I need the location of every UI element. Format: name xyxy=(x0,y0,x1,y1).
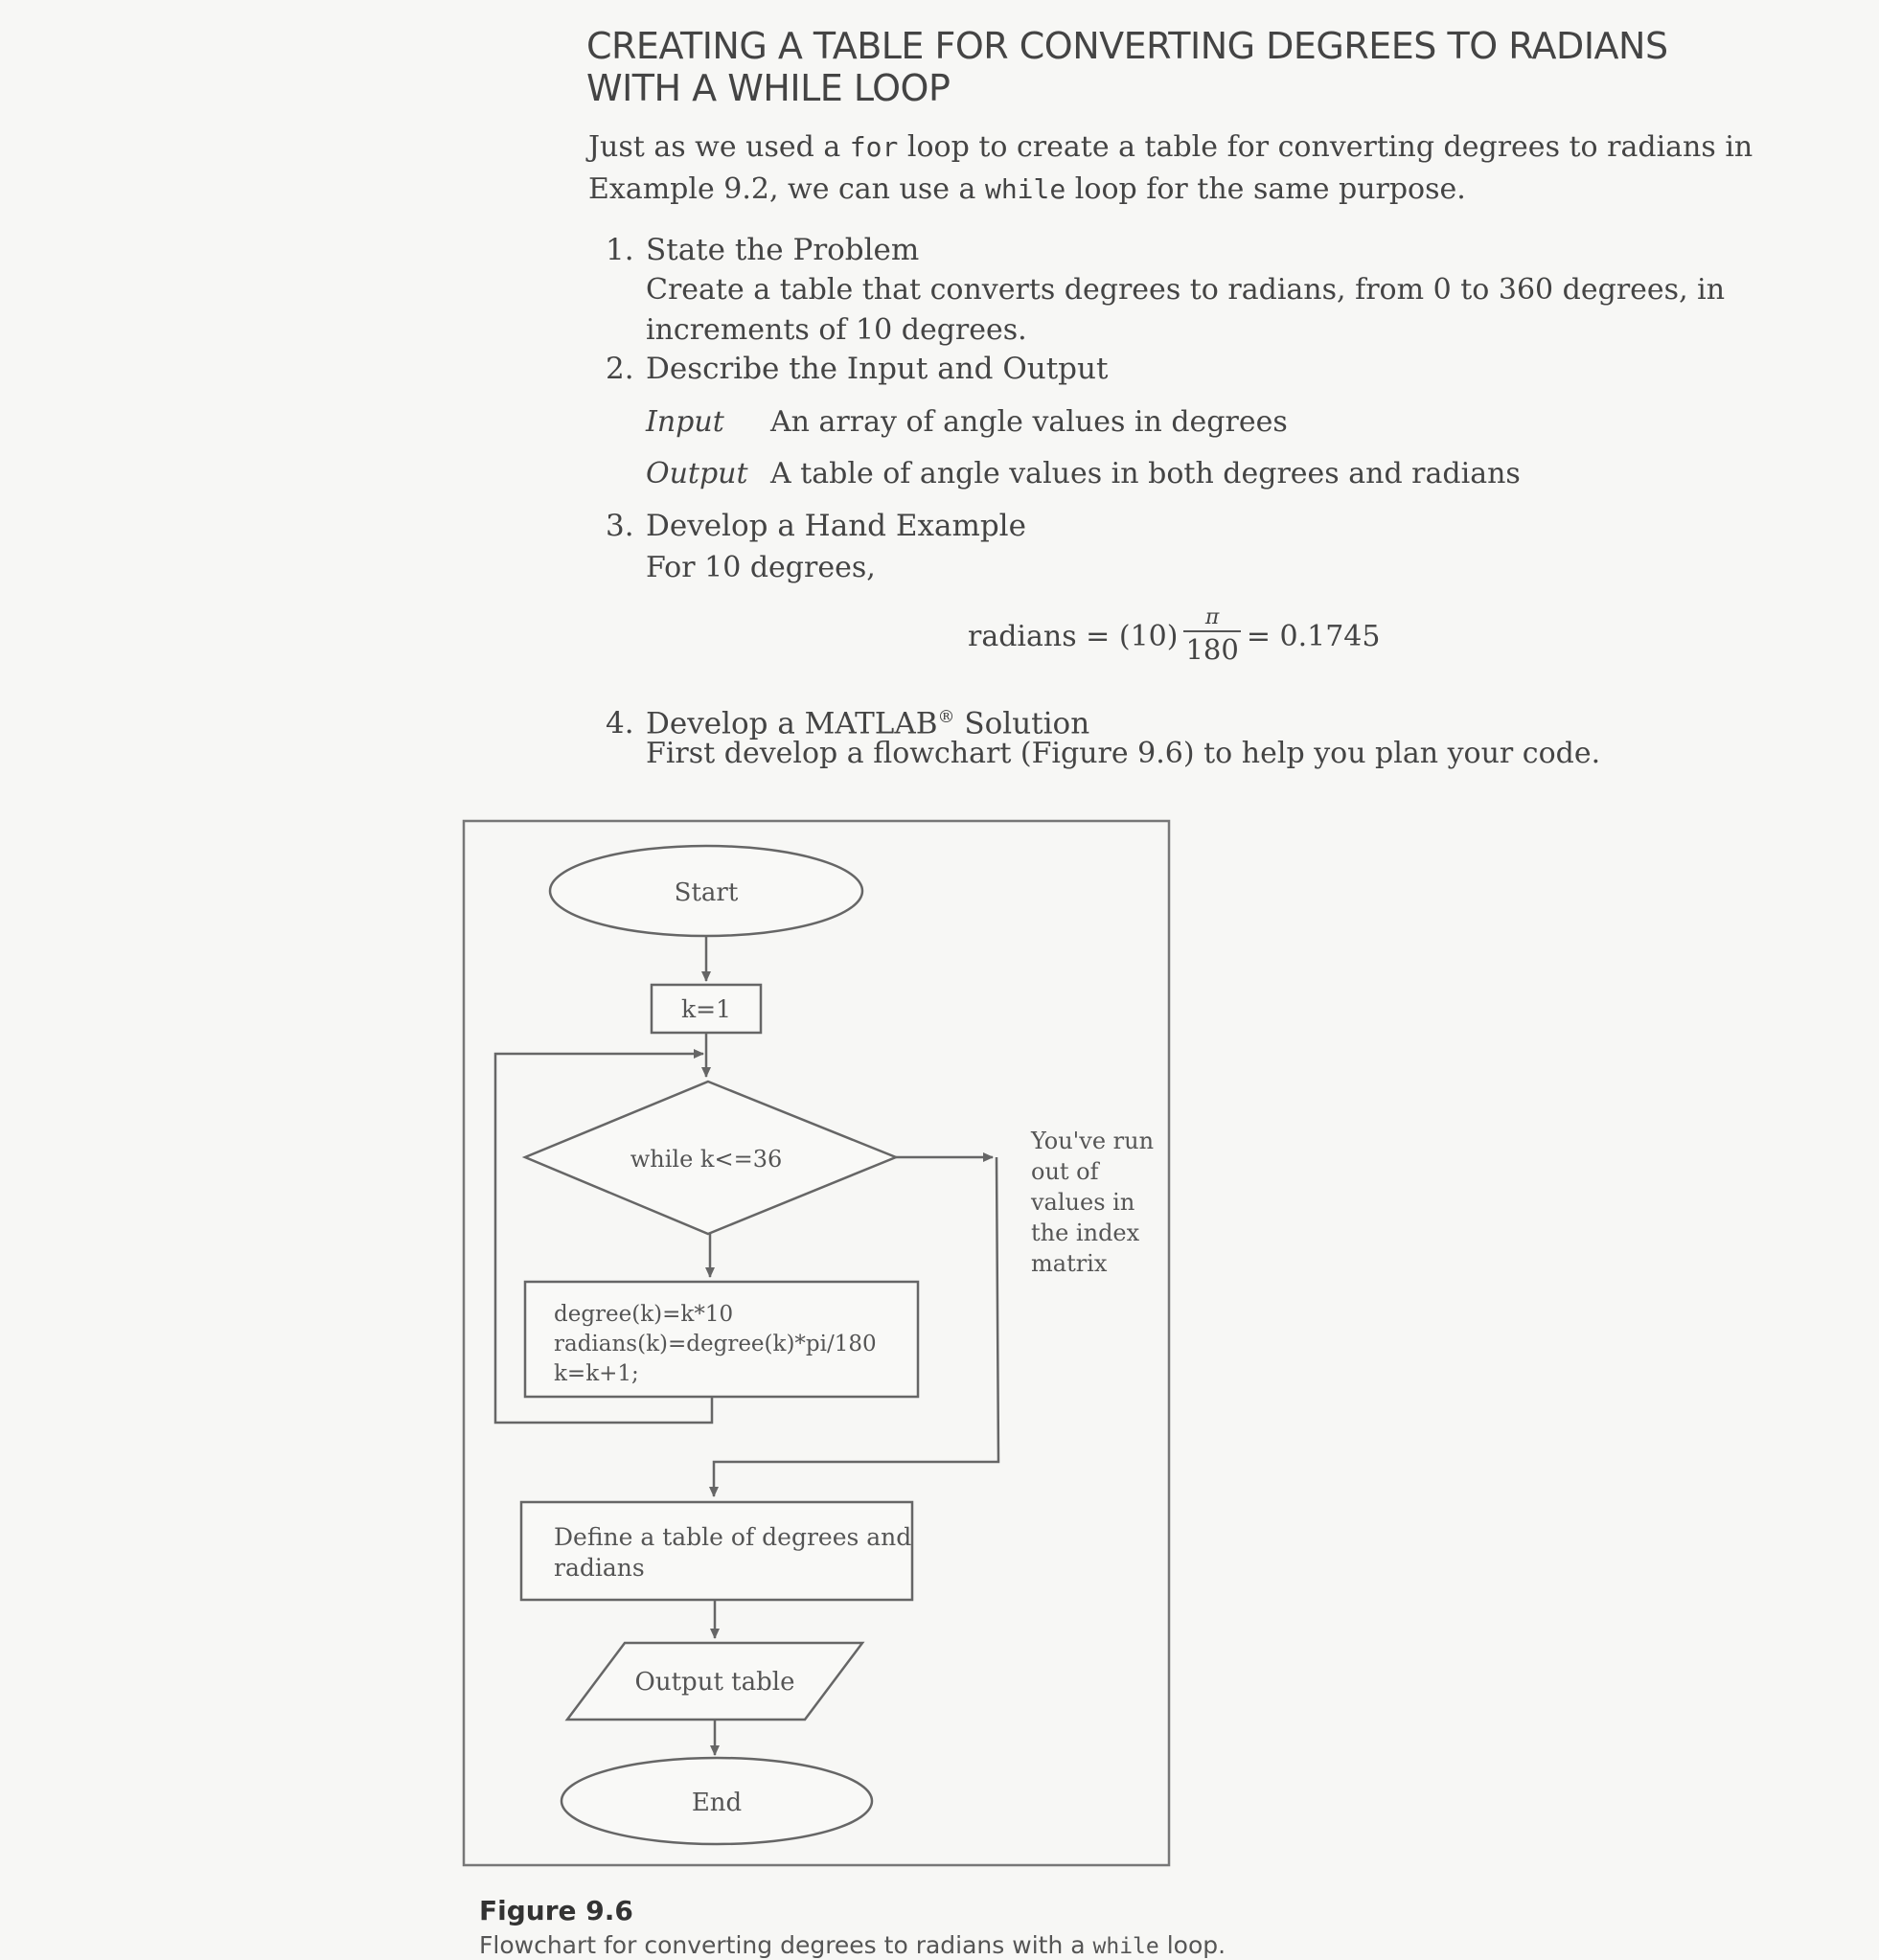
output-label: Output xyxy=(646,457,748,490)
intro-text-1: Just as we used a xyxy=(588,130,850,164)
define-line-1: Define a table of degrees and xyxy=(554,1523,912,1551)
registered-mark: ® xyxy=(937,707,955,727)
caption-code-while: while xyxy=(1092,1934,1159,1959)
formula-result: = 0.1745 xyxy=(1246,619,1381,653)
body-line-2: radians(k)=degree(k)*pi/180 xyxy=(554,1332,877,1356)
intro-text-3: loop for the same purpose. xyxy=(1066,172,1466,206)
step-4-label-end: Solution xyxy=(954,706,1090,741)
heading-line-1: CREATING A TABLE FOR CONVERTING DEGREES TO RADIANS xyxy=(586,25,1668,67)
formula-lhs: radians = xyxy=(968,619,1111,653)
body-line-1: degree(k)=k*10 xyxy=(554,1302,734,1327)
init-label: k=1 xyxy=(680,995,732,1023)
intro-code-while: while xyxy=(984,173,1066,205)
input-label: Input xyxy=(646,405,724,439)
step-4-body: First develop a flowchart (Figure 9.6) to help you plan your code. xyxy=(646,737,1601,770)
step-1-body: Create a table that converts degrees to radians, from 0 to 360 degrees, in increments of 10 degrees. xyxy=(646,273,1726,347)
note-line-4: the index xyxy=(1031,1219,1140,1246)
step-4-label: Develop a MATLAB xyxy=(646,706,938,741)
step-3-body: For 10 degrees, xyxy=(646,551,876,584)
step-3-number: 3. xyxy=(606,509,634,543)
output-label: Output table xyxy=(634,1668,795,1697)
formula-numerator: π xyxy=(1204,605,1220,629)
figure-caption-text xyxy=(479,1931,1226,1959)
intro-text-2: loop to create a table for converting degrees to radians in Example 9.2, we can use a xyxy=(588,130,1753,206)
note-line-1: You've run xyxy=(1031,1128,1155,1154)
input-text: An array of angle values in degrees xyxy=(770,405,1288,439)
intro-code-for: for xyxy=(849,131,899,163)
step-4-number: 4. xyxy=(606,706,634,741)
condition-label: while k<=36 xyxy=(630,1146,783,1173)
step-2-label: Describe the Input and Output xyxy=(646,352,1109,386)
end-label: End xyxy=(691,1789,743,1817)
formula-denominator: 180 xyxy=(1183,630,1240,667)
caption-text-2: loop. xyxy=(1158,1931,1226,1959)
note-line-5: matrix xyxy=(1031,1250,1108,1277)
body-line-3: k=k+1; xyxy=(554,1361,639,1386)
figure-caption-title: Figure 9.6 xyxy=(479,1895,633,1926)
step-2-number: 2. xyxy=(606,352,634,386)
step-3-label: Develop a Hand Example xyxy=(646,509,1026,543)
note-line-2: out of xyxy=(1031,1158,1099,1185)
caption-text-1: Flowchart for converting degrees to radians with a xyxy=(479,1931,1093,1959)
step-1-label: State the Problem xyxy=(646,233,920,267)
define-table-box xyxy=(521,1502,912,1600)
start-label: Start xyxy=(674,878,739,907)
output-text: A table of angle values in both degrees and radians xyxy=(770,457,1521,490)
heading-line-2: WITH A WHILE LOOP xyxy=(586,67,951,109)
formula-coefficient: (10) xyxy=(1118,619,1179,653)
step-1-number: 1. xyxy=(606,233,634,267)
define-line-2: radians xyxy=(554,1554,645,1582)
note-line-3: values in xyxy=(1031,1189,1135,1216)
